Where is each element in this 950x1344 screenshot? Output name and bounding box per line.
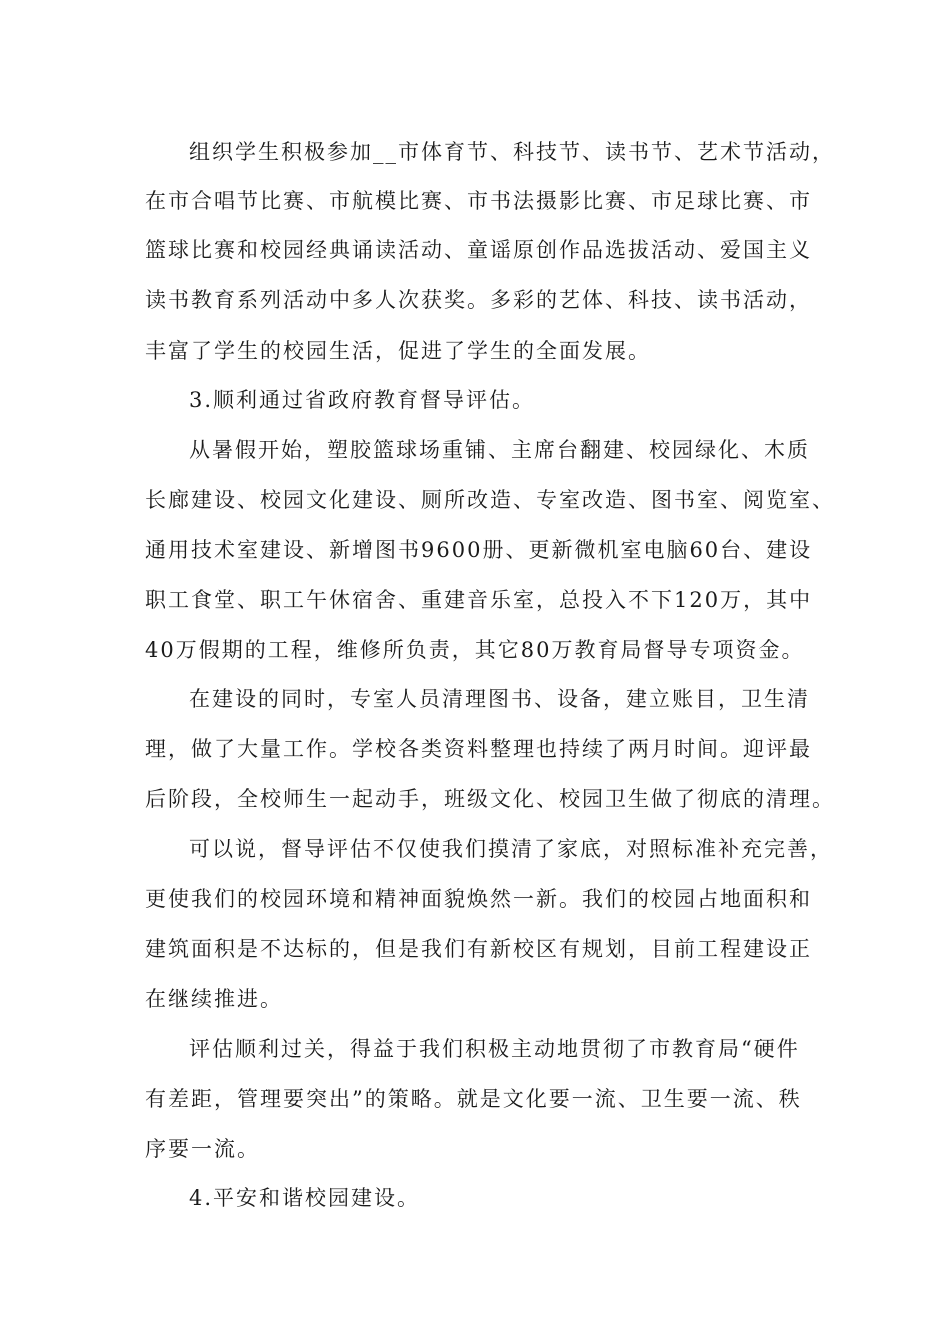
text-line: 40万假期的工程，维修所负责，其它80万教育局督导专项资金。 <box>145 638 805 662</box>
text-line: 后阶段，全校师生一起动手，班级文化、校园卫生做了彻底的清理。 <box>145 787 835 811</box>
text-line: 更使我们的校园环境和精神面貌焕然一新。我们的校园占地面积和 <box>145 887 812 911</box>
text-line: 组织学生积极参加__市体育节、科技节、读书节、艺术节活动， <box>189 140 835 164</box>
text-line: 理，做了大量工作。学校各类资料整理也持续了两月时间。迎评最 <box>145 737 812 761</box>
text-line: 评估顺利过关，得益于我们积极主动地贯彻了市教育局“硬件 <box>189 1037 800 1061</box>
text-line: 在建设的同时，专室人员清理图书、设备，建立账目，卫生清 <box>189 687 810 711</box>
text-line: 读书教育系列活动中多人次获奖。多彩的艺体、科技、读书活动， <box>145 288 812 312</box>
text-line: 在市合唱节比赛、市航模比赛、市书法摄影比赛、市足球比赛、市 <box>145 189 812 213</box>
text-line: 序要一流。 <box>145 1137 260 1161</box>
text-line: 从暑假开始，塑胶篮球场重铺、主席台翻建、校园绿化、木质 <box>189 438 810 462</box>
section-heading: 3.顺利通过省政府教育督导评估。 <box>189 388 536 412</box>
text-line: 建筑面积是不达标的，但是我们有新校区有规划，目前工程建设正 <box>145 937 812 961</box>
text-line: 丰富了学生的校园生活，促进了学生的全面发展。 <box>145 339 651 363</box>
text-line: 可以说，督导评估不仅使我们摸清了家底，对照标准补充完善， <box>189 837 833 861</box>
text-line: 职工食堂、职工午休宿舍、重建音乐室，总投入不下120万，其中 <box>145 588 813 612</box>
text-line: 有差距，管理要突出”的策略。就是文化要一流、卫生要一流、秩 <box>145 1087 802 1111</box>
text-line: 通用技术室建设、新增图书9600册、更新微机室电脑60台、建设 <box>145 538 813 562</box>
text-line: 长廊建设、校园文化建设、厕所改造、专室改造、图书室、阅览室、 <box>145 488 835 512</box>
section-heading: 4.平安和谐校园建设。 <box>189 1186 421 1210</box>
text-line: 在继续推进。 <box>145 987 283 1011</box>
text-line: 篮球比赛和校园经典诵读活动、童谣原创作品选拔活动、爱国主义 <box>145 238 812 262</box>
